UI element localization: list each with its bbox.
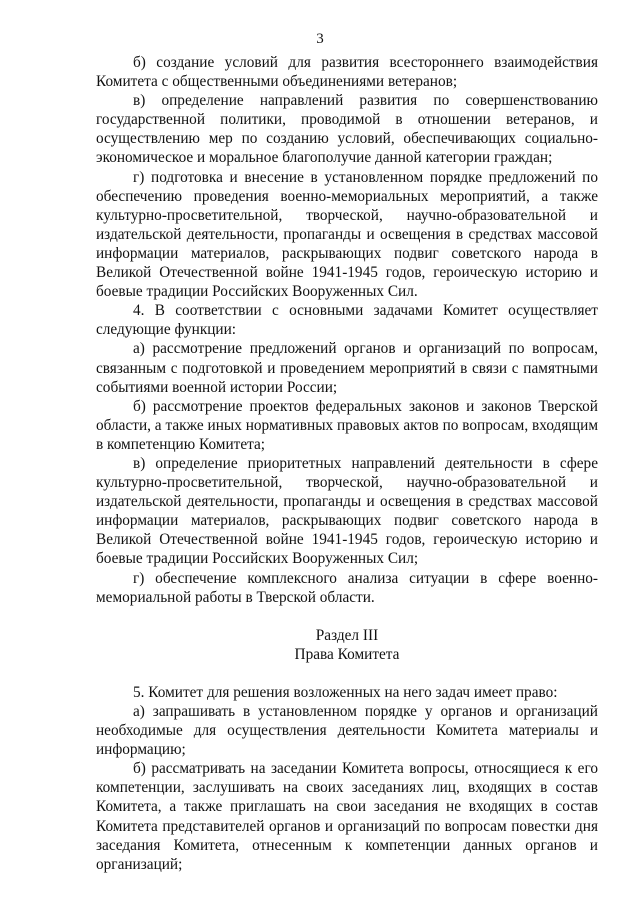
paragraph-item-3-g: г) подготовка и внесение в установленном порядке предложений по обеспечению проведения военно-мемориальных мероприятий, а также культурно-просветительной, творческой, научно-образовательной и издательской деятельности, пропаганды и освещения в средствах массовой информации материалов, раскрывающих подвиг советского народа в Великой Отечественной войне 1941-1945 годов, героическую историю и боевые традиции Российских Вооруженных Сил. — [96, 168, 598, 301]
page-number: 3 — [316, 31, 324, 47]
paragraph-item-5-b: б) рассматривать на заседании Комитета вопросы, относящиеся к его компетенции, заслушивать на своих заседаниях лиц, входящих в состав Комитета, а также приглашать на свои заседания не входящих в состав Комитета представителей органов и организаций по вопросам повестки дня заседания Комитета, отнесенным к компетенции данных органов и организаций; — [96, 760, 598, 873]
document-body — [96, 53, 598, 874]
section-heading: Раздел III — [315, 626, 379, 644]
paragraph-item-5-a: а) запрашивать в установленном порядке у органов и организаций необходимые для осуществления деятельности Комитета материалы и информацию; — [96, 703, 598, 759]
paragraph-item-3-v: в) определение направлений развития по совершенствованию государственной политики, проводимой в отношении ветеранов, и осуществлению мер по созданию условий, обеспечивающих социально-экономическое и моральное благополучие данной категории граждан; — [96, 92, 598, 167]
spacer — [96, 607, 598, 626]
spacer — [96, 664, 598, 683]
section-title: Права Комитета — [294, 645, 400, 663]
paragraph-item-5-intro: 5. Комитет для решения возложенных на него задач имеет право: — [133, 683, 558, 701]
paragraph-item-4-g: г) обеспечение комплексного анализа ситуации в сфере военно-мемориальной работы в Тверской области. — [96, 569, 598, 606]
paragraph-item-4-a: а) рассмотрение предложений органов и организаций по вопросам, связанным с подготовкой и проведением мероприятий в связи с памятными событиями военной истории России; — [96, 340, 598, 396]
paragraph-item-4-b: б) рассмотрение проектов федеральных законов и законов Тверской области, а также иных нормативных правовых актов по вопросам, входящим в компетенцию Комитета; — [96, 397, 598, 453]
paragraph-item-3-b: б) создание условий для развития всестороннего взаимодействия Комитета с общественными объединениями ветеранов; — [96, 54, 598, 91]
paragraph-item-4-v: в) определение приоритетных направлений деятельности в сфере культурно-просветительной, творческой, научно-образовательной и издательской деятельности, пропаганды и освещения в средствах массовой информации материалов, раскрывающих подвиг советского народа в Великой Отечественной войне 1941-1945 годов, героическую историю и боевые традиции Российских Вооруженных Сил; — [96, 454, 598, 568]
paragraph-item-4-intro: 4. В соответствии с основными задачами Комитет осуществляет следующие функции: — [96, 302, 598, 339]
